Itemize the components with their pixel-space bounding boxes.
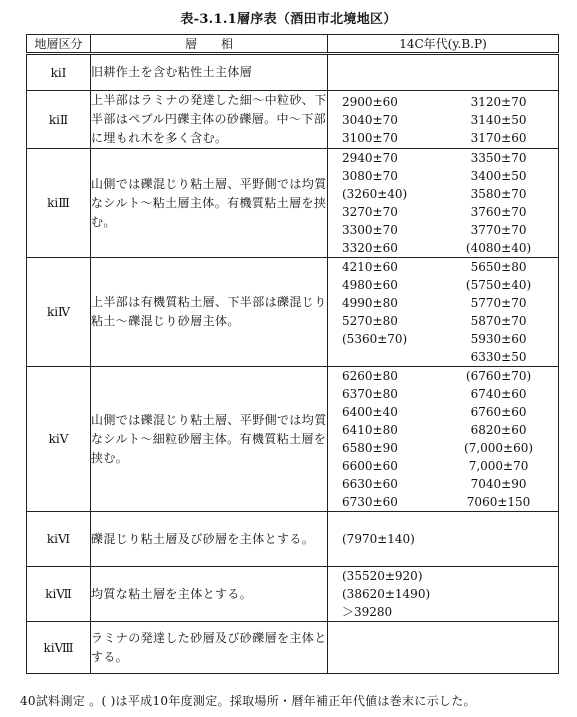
age-list <box>328 530 558 548</box>
table-row <box>27 622 559 674</box>
age-value <box>342 348 449 366</box>
facies-cell: ラミナの発達した砂層及び砂礫層を主体とする。 <box>91 622 328 674</box>
age-value: 3400±50 <box>470 169 527 183</box>
age-value: 7,000±70 <box>468 459 529 473</box>
age-value: 2940±70 <box>342 151 398 165</box>
age-value: 6730±60 <box>342 495 398 509</box>
age-value: 6400±40 <box>342 405 398 419</box>
age-value: 6260±80 <box>342 369 398 383</box>
unit-cell: kiⅦ <box>27 567 91 622</box>
age-cell <box>328 622 559 674</box>
age-value: 4990±80 <box>342 296 398 310</box>
table-row <box>27 367 559 512</box>
age-value: (5750±40) <box>465 278 532 292</box>
age-value: 6630±60 <box>342 477 398 491</box>
header-age: 14C年代(y.B.P) <box>328 35 559 54</box>
age-list <box>328 93 558 147</box>
unit-cell: kiⅢ <box>27 149 91 258</box>
facies-cell: 上半部はラミナの発達した細～中粒砂、下半部はペブル円礫主体の砂礫層。中～下部に埋もれ木を多く含む。 <box>91 91 328 149</box>
facies-cell: 旧耕作土を含む粘性土主体層 <box>91 54 328 91</box>
age-cell <box>328 91 559 149</box>
age-list <box>328 367 558 511</box>
age-value: 3350±70 <box>470 151 527 165</box>
age-cell <box>328 512 559 567</box>
age-value: (35520±920) <box>342 569 423 583</box>
age-value: 6600±60 <box>342 459 398 473</box>
table-row <box>27 258 559 367</box>
footnote: 40試料測定 。( )は平成10年度測定。採取場所・暦年補正年代値は巻末に示した。 <box>20 694 476 708</box>
age-cell <box>328 567 559 622</box>
age-list <box>328 258 558 366</box>
age-value: (7,000±60) <box>464 441 534 455</box>
unit-cell: kiⅡ <box>27 91 91 149</box>
age-cell <box>328 367 559 512</box>
age-value: 3760±70 <box>470 205 527 219</box>
age-value: 3580±70 <box>470 187 527 201</box>
age-value: 7060±150 <box>466 495 531 509</box>
age-value: 5650±80 <box>470 260 527 274</box>
age-value: 3140±50 <box>470 112 527 127</box>
age-value: 6410±80 <box>342 423 398 437</box>
age-value: 3120±70 <box>470 94 527 109</box>
table-row <box>27 54 559 91</box>
age-value: 5870±70 <box>470 314 527 328</box>
age-value: 3170±60 <box>470 130 527 145</box>
table-row <box>27 512 559 567</box>
table-row <box>27 91 559 149</box>
age-value: 4980±60 <box>342 278 398 292</box>
age-value: 6370±80 <box>342 387 398 401</box>
age-value: (7970±140) <box>342 532 415 546</box>
age-value: 2900±60 <box>342 94 398 109</box>
age-value: 3770±70 <box>470 223 527 237</box>
facies-cell: 礫混じり粘土層及び砂層を主体とする。 <box>91 512 328 567</box>
age-cell <box>328 149 559 258</box>
facies-cell: 上半部は有機質粘土層、下半部は礫混じり粘土～礫混じり砂層主体。 <box>91 258 328 367</box>
unit-cell: kiⅣ <box>27 258 91 367</box>
age-cell <box>328 54 559 91</box>
age-value: (5360±70) <box>342 332 408 346</box>
table-row <box>27 149 559 258</box>
table-row <box>27 567 559 622</box>
age-value: 3080±70 <box>342 169 398 183</box>
age-value: 4210±60 <box>342 260 398 274</box>
age-list <box>328 149 558 257</box>
age-value: 3040±70 <box>342 112 398 127</box>
age-value: 6580±90 <box>342 441 398 455</box>
age-value: 3100±70 <box>342 130 398 145</box>
age-value: (38620±1490) <box>342 587 431 601</box>
unit-cell: kiⅧ <box>27 622 91 674</box>
age-value: 6330±50 <box>470 350 527 364</box>
age-value: 6740±60 <box>470 387 527 401</box>
table-title: 表-3.1.1層序表（酒田市北境地区） <box>180 12 397 27</box>
age-value: 3300±70 <box>342 223 398 237</box>
age-value: 6820±60 <box>470 423 527 437</box>
table-header-row <box>27 35 559 54</box>
age-value: 3320±60 <box>342 241 398 255</box>
header-unit: 地層区分 <box>27 35 91 54</box>
age-value: 5930±60 <box>470 332 527 346</box>
age-value: 5270±80 <box>342 314 398 328</box>
age-value: 6760±60 <box>470 405 527 419</box>
age-list <box>328 567 558 621</box>
age-value: 7040±90 <box>470 477 527 491</box>
age-cell <box>328 258 559 367</box>
facies-cell: 山側では礫混じり粘土層、平野側では均質なシルト～粘土層主体。有機質粘土層を挟む。 <box>91 149 328 258</box>
age-value: 3270±70 <box>342 205 398 219</box>
facies-cell: 均質な粘土層を主体とする。 <box>91 567 328 622</box>
age-value: 5770±70 <box>470 296 527 310</box>
unit-cell: kiⅤ <box>27 367 91 512</box>
age-value: (3260±40) <box>342 187 408 201</box>
age-value: (6760±70) <box>465 369 532 383</box>
header-facies: 層 相 <box>91 35 328 54</box>
unit-cell: kiⅠ <box>27 54 91 91</box>
facies-cell: 山側では礫混じり粘土層、平野側では均質なシルト～細粒砂層主体。有機質粘土層を挟む。 <box>91 367 328 512</box>
age-value: ＞39280 <box>342 605 393 619</box>
unit-cell: kiⅥ <box>27 512 91 567</box>
age-value: (4080±40) <box>465 241 532 255</box>
stratigraphy-table <box>26 34 559 674</box>
